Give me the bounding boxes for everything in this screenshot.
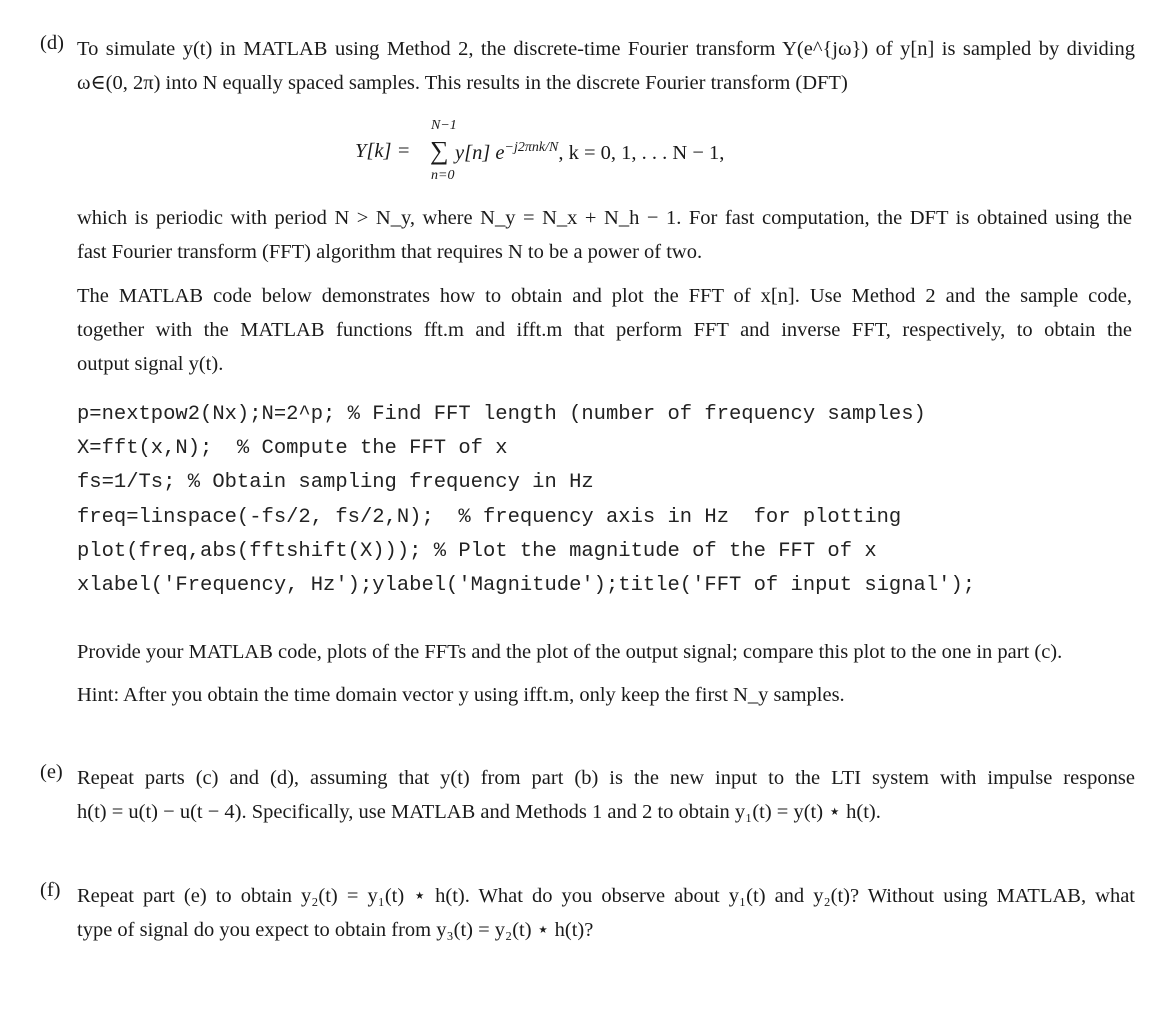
part-d-intro-line-2: ω∈(0, 2π) into N equally spaced samples. This results in the discrete Fourier transform (DFT) — [77, 72, 848, 94]
part-d — [40, 32, 1135, 100]
period-paragraph — [77, 201, 1132, 269]
equation-term: y[n] e — [455, 141, 505, 164]
code-line: freq=linspace(-fs/2, fs/2,N); % frequency axis in Hz for plotting — [77, 505, 902, 529]
part-f — [40, 879, 1135, 947]
dft-equation — [355, 118, 825, 190]
code-intro-line-1: The MATLAB code below demonstrates how to obtain and plot the FFT of x[n]. Use Method 2 and the sample code, — [77, 285, 1132, 307]
matlab-code-block — [77, 398, 975, 603]
part-d-intro-line-1: To simulate y(t) in MATLAB using Method 2, the discrete-time Fourier transform Y(e^{jω}) of y[n] is sampled by dividing — [77, 38, 1135, 60]
code-line: plot(freq,abs(fftshift(X))); % Plot the magnitude of the FFT of x — [77, 539, 877, 563]
equation-exponent: −j2πnk/N — [504, 140, 559, 155]
part-f-line-2: type of signal do you expect to obtain from y₃(t) = y₂(t) ⋆ h(t)? — [77, 919, 594, 941]
hint-paragraph — [77, 678, 1132, 712]
sum-lower-limit: n=0 — [431, 168, 455, 183]
part-f-label: (f) — [40, 879, 61, 901]
part-e-label: (e) — [40, 761, 63, 783]
sum-upper-limit: N−1 — [431, 118, 457, 133]
code-line: p=nextpow2(Nx);N=2^p; % Find FFT length (number of frequency samples) — [77, 403, 926, 426]
code-line: fs=1/Ts; % Obtain sampling frequency in Hz — [77, 471, 594, 495]
period-line-2: fast Fourier transform (FFT) algorithm that requires N to be a power of two. — [77, 241, 703, 263]
code-intro-line-3: output signal y(t). — [77, 353, 224, 375]
part-d-label: (d) — [40, 32, 64, 54]
part-e-line-2: h(t) = u(t) − u(t − 4). Specifically, use MATLAB and Methods 1 and 2 to obtain y₁(t) = y(t) ⋆ h(t). — [77, 801, 881, 823]
hint-line: Hint: After you obtain the time domain vector y using ifft.m, only keep the first N_y samples. — [77, 684, 845, 706]
part-e — [40, 761, 1135, 829]
part-f-line-1: Repeat part (e) to obtain y₂(t) = y₁(t) ⋆ h(t). What do you observe about y₁(t) and y₂(t)? Without using MATLAB, what — [77, 885, 1135, 907]
code-intro-line-2: together with the MATLAB functions fft.m and ifft.m that perform FFT and inverse FFT, respectively, to obtain the — [77, 319, 1132, 341]
equation-range: , k = 0, 1, . . . N − 1, — [558, 141, 725, 164]
code-intro-paragraph — [77, 279, 1132, 381]
code-line: xlabel('Frequency, Hz');ylabel('Magnitude');title('FFT of input signal'); — [77, 574, 976, 598]
code-line: X=fft(x,N); % Compute the FFT of x — [77, 437, 508, 461]
provide-paragraph — [77, 635, 1132, 669]
part-e-line-1: Repeat parts (c) and (d), assuming that y(t) from part (b) is the new input to the LTI system with impulse response — [77, 767, 1135, 789]
period-line-1: which is periodic with period N > N_y, where N_y = N_x + N_h − 1. For fast computation, the DFT is obtained using the — [77, 207, 1132, 229]
equation-lhs: Y[k] = — [355, 140, 411, 162]
provide-line: Provide your MATLAB code, plots of the FFTs and the plot of the output signal; compare this plot to the one in part (c). — [77, 641, 1063, 663]
summation-symbol: ∑ — [430, 136, 449, 165]
